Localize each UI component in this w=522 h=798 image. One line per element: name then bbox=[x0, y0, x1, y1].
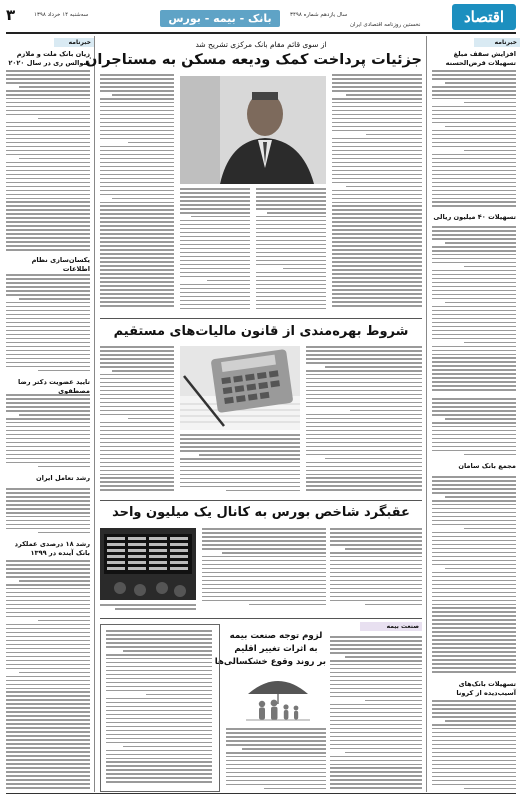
right-news-headline-1: افزایش سقف مبلغ تسهیلات قرض‌الحسنه bbox=[445, 50, 516, 67]
lead-body-col-4 bbox=[100, 74, 174, 314]
story3-photo bbox=[100, 528, 196, 600]
left-news-headline-3: تایید عضویت دکتر رضا مصطفوی bbox=[17, 378, 90, 395]
story4-headline-line-1: لزوم توجه صنعت بیمه bbox=[229, 631, 323, 641]
masthead-rule bbox=[6, 32, 516, 34]
story4-photo bbox=[236, 672, 320, 724]
story-divider-1 bbox=[100, 318, 422, 319]
right-news-headline-3: مجمع بانک سامان bbox=[458, 462, 516, 470]
left-column-label: خبرنامه bbox=[54, 38, 94, 47]
left-news-body-2 bbox=[6, 274, 90, 374]
story3-headline: عقبگرد شاخص بورس به کانال یک میلیون واحد bbox=[112, 505, 410, 520]
tagline: نخستین روزنامه اقتصادی ایران bbox=[350, 22, 421, 28]
story4-body-col-1 bbox=[330, 636, 422, 792]
section-header bbox=[160, 10, 280, 27]
footer-rule bbox=[6, 793, 516, 794]
calculator-image bbox=[180, 346, 300, 430]
story2-body-col-2 bbox=[180, 434, 300, 496]
lead-kicker: از سوی قائم مقام بانک مرکزی تشریح شد bbox=[195, 40, 327, 49]
left-news-headline-1: زیان بانک ملت و ملازم سوالس ری در سال ۲۰۲۰ bbox=[8, 50, 90, 67]
left-column-divider bbox=[94, 36, 95, 792]
right-news-headline-4: تسهیلات بانک‌های آسیب‌دیده از کرونا bbox=[456, 680, 516, 697]
umbrella-family-image bbox=[236, 672, 320, 724]
story2-headline: شروط بهره‌مندی از قانون مالیات‌های مستقیم bbox=[113, 324, 409, 339]
lead-body-col-2 bbox=[256, 188, 326, 314]
portrait-image bbox=[180, 76, 326, 184]
left-news-body-5 bbox=[6, 560, 90, 792]
story2-body-col-3 bbox=[100, 346, 174, 496]
story2-body-col-1 bbox=[306, 346, 422, 496]
stock-board-image bbox=[100, 528, 196, 600]
issue-date: سه‌شنبه ۱۴ خرداد ۱۳۹۸ bbox=[34, 12, 89, 18]
story4-label: صنعت بیمه bbox=[360, 622, 422, 631]
left-news-body-4 bbox=[6, 488, 90, 536]
story-divider-2 bbox=[100, 500, 422, 501]
left-news-headline-5: رشد ۱۸ درصدی عملکرد بانک آینده در ۱۳۹۹ bbox=[14, 540, 90, 557]
story3-body-col-1 bbox=[330, 528, 422, 608]
story2-photo bbox=[180, 346, 300, 430]
left-news-headline-2: یکسان‌سازی نظام اطلاعات bbox=[31, 256, 90, 273]
right-news-body-2 bbox=[432, 226, 516, 396]
story4-body-col-2 bbox=[226, 728, 326, 792]
lead-headline: جزئیات پرداخت کمک ودیعه مسکن به مستاجران bbox=[84, 52, 422, 68]
left-news-body-1 bbox=[6, 70, 90, 252]
left-news-body-3 bbox=[6, 394, 90, 470]
right-news-body-1 bbox=[432, 70, 516, 210]
left-news-headline-4: رشد تعامل ایران bbox=[35, 474, 90, 482]
right-column-divider bbox=[426, 36, 427, 792]
page-number: ۳ bbox=[6, 6, 16, 24]
lead-body-col-1 bbox=[332, 74, 422, 314]
newspaper-logo: اقتصاد bbox=[452, 4, 516, 30]
lead-body-col-3 bbox=[180, 188, 250, 314]
right-column-label: خبرنامه bbox=[474, 38, 520, 47]
section-title: بانک - بیمه - بورس bbox=[168, 12, 272, 25]
right-news-body-3 bbox=[432, 476, 516, 676]
story4-headline-line-3: بر روند وقوع خشکسالی‌ها bbox=[214, 657, 326, 667]
sidebar-box-body bbox=[106, 630, 212, 786]
story3-caption bbox=[100, 604, 196, 614]
right-news-body-4 bbox=[432, 700, 516, 792]
story4-headline-line-2: به اثرات تغییر اقلیم bbox=[234, 644, 318, 654]
issue-info: سال یازدهم شماره ۳۴۹۸ bbox=[290, 12, 348, 18]
right-news-headline-2: تسهیلات ۴۰ میلیون ریالی bbox=[433, 213, 516, 221]
story3-body-col-2 bbox=[202, 528, 326, 608]
right-news-body-2b bbox=[432, 398, 516, 458]
lead-photo bbox=[180, 76, 326, 184]
story-divider-3 bbox=[100, 618, 422, 619]
